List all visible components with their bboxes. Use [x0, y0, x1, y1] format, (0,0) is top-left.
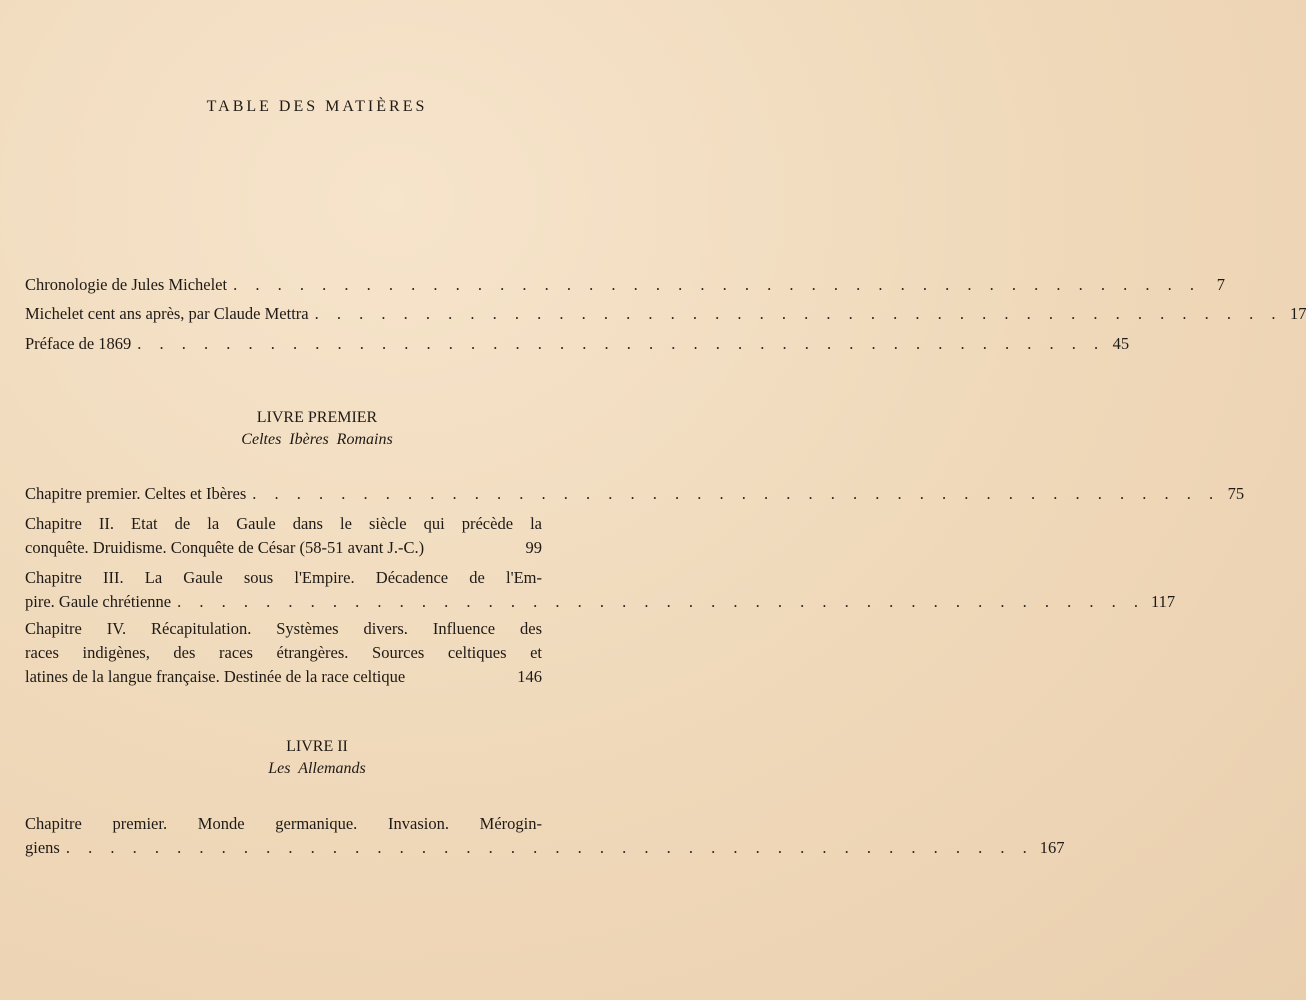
- toc-entry-label: Préface de 1869: [25, 334, 132, 353]
- toc-entry-page: 7: [1216, 275, 1225, 294]
- toc-entry-page: 17: [1289, 304, 1306, 323]
- toc-entry-page: 117: [1151, 592, 1176, 611]
- toc-entry-page: 146: [517, 667, 542, 686]
- toc-entry-livre1-chapitre-premier[interactable]: [25, 482, 1245, 506]
- toc-entry-line: Chapitre premier. Monde germanique. Invasion. Mérogin-: [25, 814, 542, 833]
- toc-entry-page: 167: [1039, 838, 1065, 857]
- toc-entry-line: latines de la langue française. Destinée de la race celtique: [25, 667, 406, 686]
- toc-entry-page: 99: [525, 538, 542, 557]
- toc-entry-line: races indigènes, des races étrangères. Sources celtiques et: [25, 643, 542, 662]
- toc-entry-label: Michelet cent ans après, par Claude Mettra: [25, 304, 309, 323]
- leader-dots: . . . . . . . . . . . . . . . . . . . . . . . . . . . . . . . . . . . . . . . . . . . .: [314, 304, 1283, 323]
- toc-entry-livre1-chapitre-iii[interactable]: [25, 566, 1176, 614]
- toc-entry-line: giens: [25, 838, 60, 857]
- toc-entry-preface[interactable]: [25, 332, 1130, 356]
- section-title: LIVRE II: [286, 738, 348, 755]
- leader-dots: . . . . . . . . . . . . . . . . . . . . . . . . . . . . . . . . . . . . . . . . . . . .: [65, 838, 1034, 857]
- toc-entry-chronologie[interactable]: [25, 273, 1225, 297]
- toc-entry-line: conquête. Druidisme. Conquête de César (58-51 avant J.-C.): [25, 538, 425, 557]
- leader-dots: . . . . . . . . . . . . . . . . . . . . . . . . . . . . . . . . . . . . . . . . . . . .: [177, 592, 1146, 611]
- toc-entry-line: Chapitre II. Etat de la Gaule dans le siècle qui précède la: [25, 514, 542, 533]
- toc-entry-line: pire. Gaule chrétienne: [25, 592, 172, 611]
- section-title: LIVRE PREMIER: [256, 409, 378, 426]
- leader-dots: . . . . . . . . . . . . . . . . . . . . . . . . . . . . . . . . . . . . . . . . . . . .: [252, 484, 1221, 503]
- section-heading-livre-premier: [0, 407, 634, 451]
- toc-entry-livre1-chapitre-ii[interactable]: [25, 512, 542, 560]
- toc-entry-livre2-chapitre-premier[interactable]: [25, 812, 1065, 860]
- toc-entry-page: 45: [1112, 334, 1130, 353]
- toc-entry-line: Chapitre IV. Récapitulation. Systèmes divers. Influence des: [25, 619, 542, 638]
- toc-entry-livre1-chapitre-iv[interactable]: [25, 617, 542, 689]
- section-subtitle: Les Allemands: [268, 760, 366, 777]
- leader-dots: . . . . . . . . . . . . . . . . . . . . . . . . . . . . . . . . . . . . . . . . . . . .: [233, 275, 1201, 294]
- section-subtitle: Celtes Ibères Romains: [241, 431, 393, 448]
- toc-entry-michelet-cent-ans[interactable]: [25, 302, 1306, 326]
- toc-entry-label: Chronologie de Jules Michelet: [25, 275, 228, 294]
- page-title: TABLE DES MATIÈRES: [206, 98, 428, 115]
- toc-entry-label: Chapitre premier. Celtes et Ibères: [25, 484, 247, 503]
- section-heading-livre-ii: [0, 736, 634, 780]
- toc-entry-page: 75: [1227, 484, 1245, 503]
- leader-dots: . . . . . . . . . . . . . . . . . . . . . . . . . . . . . . . . . . . . . . . . . . . .: [137, 334, 1106, 353]
- toc-entry-line: Chapitre III. La Gaule sous l'Empire. Décadence de l'Em-: [25, 568, 542, 587]
